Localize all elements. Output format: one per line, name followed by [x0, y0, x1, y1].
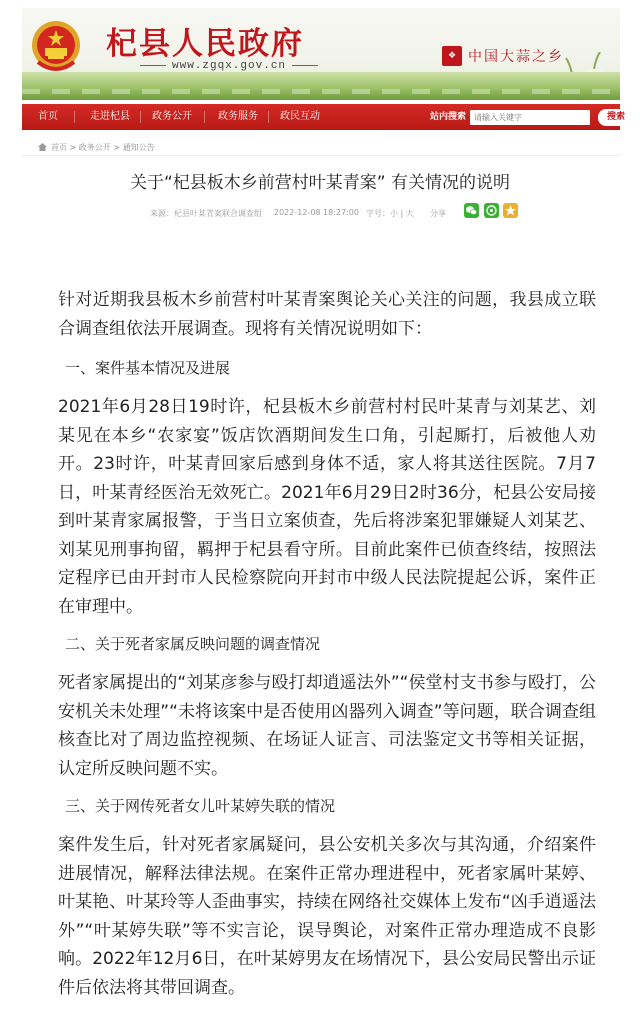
qzone-share-icon[interactable]: [503, 203, 518, 218]
nav-item-home[interactable]: 首页: [38, 111, 58, 122]
search-button[interactable]: 搜索: [598, 109, 634, 126]
article-paragraph: 案件发生后，针对死者家属疑问，县公安机关多次与其沟通，介绍案件进展情况，解释法律法规。在案件正常办理进程中，死者家属叶某婷、叶某艳、叶某玲等人歪曲事实，持续在网络社交媒体上发布“凶手逍遥法外”“叶某婷失联”等不实言论，误导舆论，对案件正常办理造成不良影响。2022年12月6日，在叶某婷男友在场情况下，县公安局民警出示证件后依法将其带回调查。: [58, 835, 596, 998]
home-icon[interactable]: [38, 143, 47, 151]
share-label: 分享: [430, 209, 446, 218]
field-stripe: [22, 89, 620, 94]
search-input[interactable]: [470, 110, 590, 125]
article-date: 2022-12-08 18:27:00: [274, 208, 359, 217]
article-paragraph: 死者家属提出的“刘某彦参与殴打却逍遥法外”“侯堂村支书参与殴打，公安机关未处理”“未将该案中是否使用凶器列入调查”等问题，联合调查组核查比对了周边监控视频、在场证人证言、司法鉴定文书等相关证据，认定所反映问题不实。: [58, 673, 596, 779]
slogan-text: 中国大蒜之乡: [468, 49, 564, 65]
nav-item-about[interactable]: 走进杞县: [90, 111, 130, 122]
divider: [22, 155, 620, 156]
nav-item-interaction[interactable]: 政民互动: [280, 111, 320, 122]
site-url: www.zgqx.gov.cn: [134, 60, 324, 72]
section-heading-2: 二、关于死者家属反映问题的调查情况: [65, 635, 321, 653]
article-source: 来源：杞县叶某青案联合调查组: [150, 209, 262, 218]
wechat-share-icon[interactable]: [464, 203, 479, 218]
nav-separator: [268, 111, 269, 123]
article-paragraph: 2021年6月28日19时许，杞县板木乡前营村村民叶某青与刘某艺、刘某见在本乡“农家宴”饭店饮酒期间发生口角，引起厮打，后被他人劝开。23时许，叶某青回家后感到身体不适，家人将其送往医院。7月7日，叶某青经医治无效死亡。2021年6月29日2时36分，杞县公安局接到叶某青家属报警，于当日立案侦查，先后将涉案犯罪嫌疑人刘某艺、刘某见刑事拘留，羁押于杞县看守所。目前此案件已侦查终结，按照法定程序已由开封市人民检察院向开封市中级人民法院提起公诉，案件正在审理中。: [58, 397, 596, 617]
article-title: 关于“杞县板木乡前营村叶某青案” 有关情况的说明: [129, 173, 511, 193]
nav-item-gov-info[interactable]: 政务公开: [152, 111, 192, 122]
site-title[interactable]: 杞县人民政府: [106, 26, 304, 62]
site-banner: [22, 8, 620, 100]
national-emblem-icon: [30, 18, 82, 74]
section-heading-3: 三、关于网传死者女儿叶某婷失联的情况: [65, 797, 336, 815]
article-body: [58, 286, 596, 1002]
nav-separator: [204, 111, 205, 123]
nav-separator: [74, 111, 75, 123]
nav-separator: [140, 111, 141, 123]
font-size-control[interactable]: 字号：小 | 大: [366, 209, 414, 218]
search-label: 站内搜索: [430, 112, 467, 122]
breadcrumb: [38, 142, 155, 153]
nav-item-gov-service[interactable]: 政务服务: [218, 111, 258, 122]
seal-icon: ❖: [442, 46, 462, 66]
main-nav: [22, 104, 625, 130]
section-heading-1: 一、案件基本情况及进展: [65, 359, 231, 377]
breadcrumb-text[interactable]: 首页 > 政务公开 > 通知公告: [51, 143, 155, 152]
field-decoration: [22, 72, 620, 100]
article-paragraph-lead: 针对近期我县板木乡前营村叶某青案舆论关心关注的问题，我县成立联合调查组依法开展调查。现将有关情况说明如下：: [58, 290, 596, 339]
moments-share-icon[interactable]: [484, 203, 499, 218]
